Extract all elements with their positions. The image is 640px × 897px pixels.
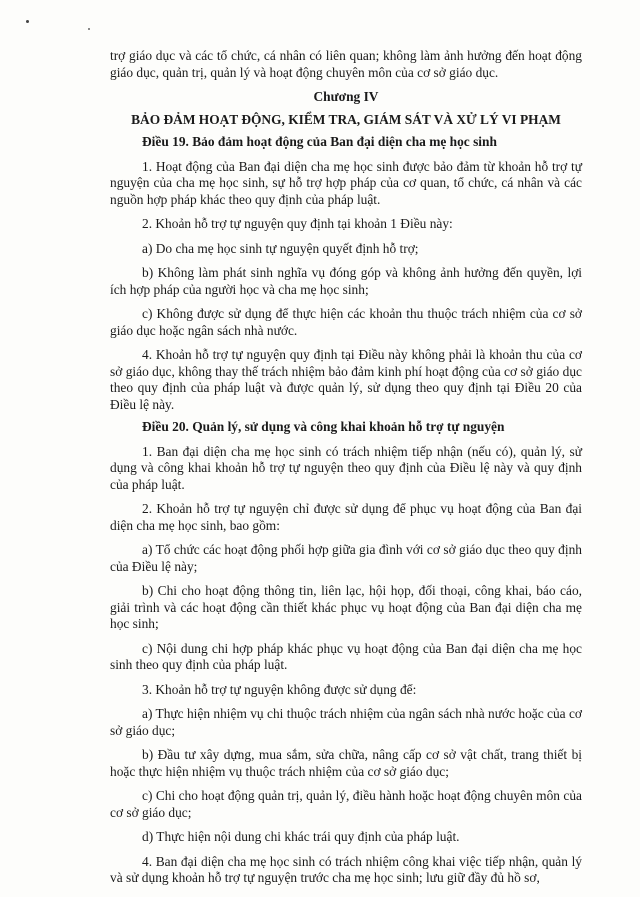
article-20-clause-4: 4. Ban đại diện cha mẹ học sinh có trách nhiệm công khai việc tiếp nhận, quản lý và sử dụng khoản hỗ trợ tự nguyện trước cha mẹ học sinh; lưu giữ đầy đủ hồ sơ, [110,853,582,885]
article-20-clause-3b: b) Đầu tư xây dựng, mua sắm, sửa chữa, nâng cấp cơ sở vật chất, trang thiết bị hoặc thực hiện nhiệm vụ thuộc trách nhiệm của cơ sở giáo dục; [110,747,582,779]
article-20-clause-2a: a) Tổ chức các hoạt động phối hợp giữa gia đình với cơ sở giáo dục theo quy định của Điều lệ này; [110,542,582,574]
chapter-title: BẢO ĐẢM HOẠT ĐỘNG, KIỂM TRA, GIÁM SÁT VÀ XỬ LÝ VI PHẠM [131,111,561,127]
chapter-number: Chương IV [313,89,379,104]
article-20-clause-3c: c) Chi cho hoạt động quản trị, quản lý, điều hành hoặc hoạt động chuyên môn của cơ sở giáo dục; [110,788,582,820]
article-20-clause-1: 1. Ban đại diện cha mẹ học sinh có trách nhiệm tiếp nhận (nếu có), quản lý, sử dụng và công khai khoản hỗ trợ tự nguyện theo quy định của Điều lệ này và quy định của pháp luật. [110,443,582,492]
article-19-clause-2b: b) Không làm phát sinh nghĩa vụ đóng góp và không ảnh hưởng đến quyền, lợi ích hợp pháp của người học và cha mẹ học sinh; [110,265,582,297]
article-20-heading: Điều 20. Quản lý, sử dụng và công khai khoản hỗ trợ tự nguyện [142,419,505,434]
article-19-clause-4: 4. Khoản hỗ trợ tự nguyện quy định tại Điều này không phải là khoản thu của cơ sở giáo dục, không thay thế trách nhiệm bảo đảm kinh phí hoạt động của cơ sở giáo dục theo quy định của pháp luật và được quản lý, sử dụng theo quy định tại Điều 20 của Điều lệ này. [110,347,582,412]
article-20-clause-2: 2. Khoản hỗ trợ tự nguyện chỉ được sử dụng để phục vụ hoạt động của Ban đại diện cha mẹ học sinh, bao gồm: [110,501,582,533]
article-20-clause-3d: d) Thực hiện nội dung chi khác trái quy định của pháp luật. [142,829,460,844]
scan-speck [26,20,29,23]
article-19-clause-2c: c) Không được sử dụng để thực hiện các khoản thu thuộc trách nhiệm của cơ sở giáo dục hoặc ngân sách nhà nước. [110,306,582,338]
article-20-clause-2b: b) Chi cho hoạt động thông tin, liên lạc, hội họp, đối thoại, công khai, báo cáo, giải trình và các hoạt động cần thiết khác phục vụ hoạt động của Ban đại diện cha mẹ học sinh; [110,583,582,631]
article-19-clause-2: 2. Khoản hỗ trợ tự nguyện quy định tại khoản 1 Điều này: [142,216,453,231]
article-19-clause-2a: a) Do cha mẹ học sinh tự nguyện quyết định hỗ trợ; [142,240,419,256]
article-19-heading: Điều 19. Bảo đảm hoạt động của Ban đại diện cha mẹ học sinh [142,134,497,149]
intro-paragraph: trợ giáo dục và các tổ chức, cá nhân có liên quan; không làm ảnh hưởng đến hoạt động giáo dục, quản trị, quản lý và hoạt động chuyên môn của cơ sở giáo dục. [110,48,582,80]
scan-speck [88,28,90,30]
article-20-clause-3: 3. Khoản hỗ trợ tự nguyện không được sử dụng để: [142,681,417,697]
article-19-clause-1: 1. Hoạt động của Ban đại diện cha mẹ học sinh được bảo đảm từ khoản hỗ trợ tự nguyện của cha mẹ học sinh, sự hỗ trợ hợp pháp của cơ quan, tổ chức, cá nhân và các nguồn hợp pháp khác theo quy định của pháp luật. [110,158,582,207]
article-20-clause-2c: c) Nội dung chi hợp pháp khác phục vụ hoạt động của Ban đại diện cha mẹ học sinh theo quy định của pháp luật. [110,640,582,672]
article-20-clause-3a: a) Thực hiện nhiệm vụ chi thuộc trách nhiệm của ngân sách nhà nước hoặc của cơ sở giáo dục; [110,706,582,738]
